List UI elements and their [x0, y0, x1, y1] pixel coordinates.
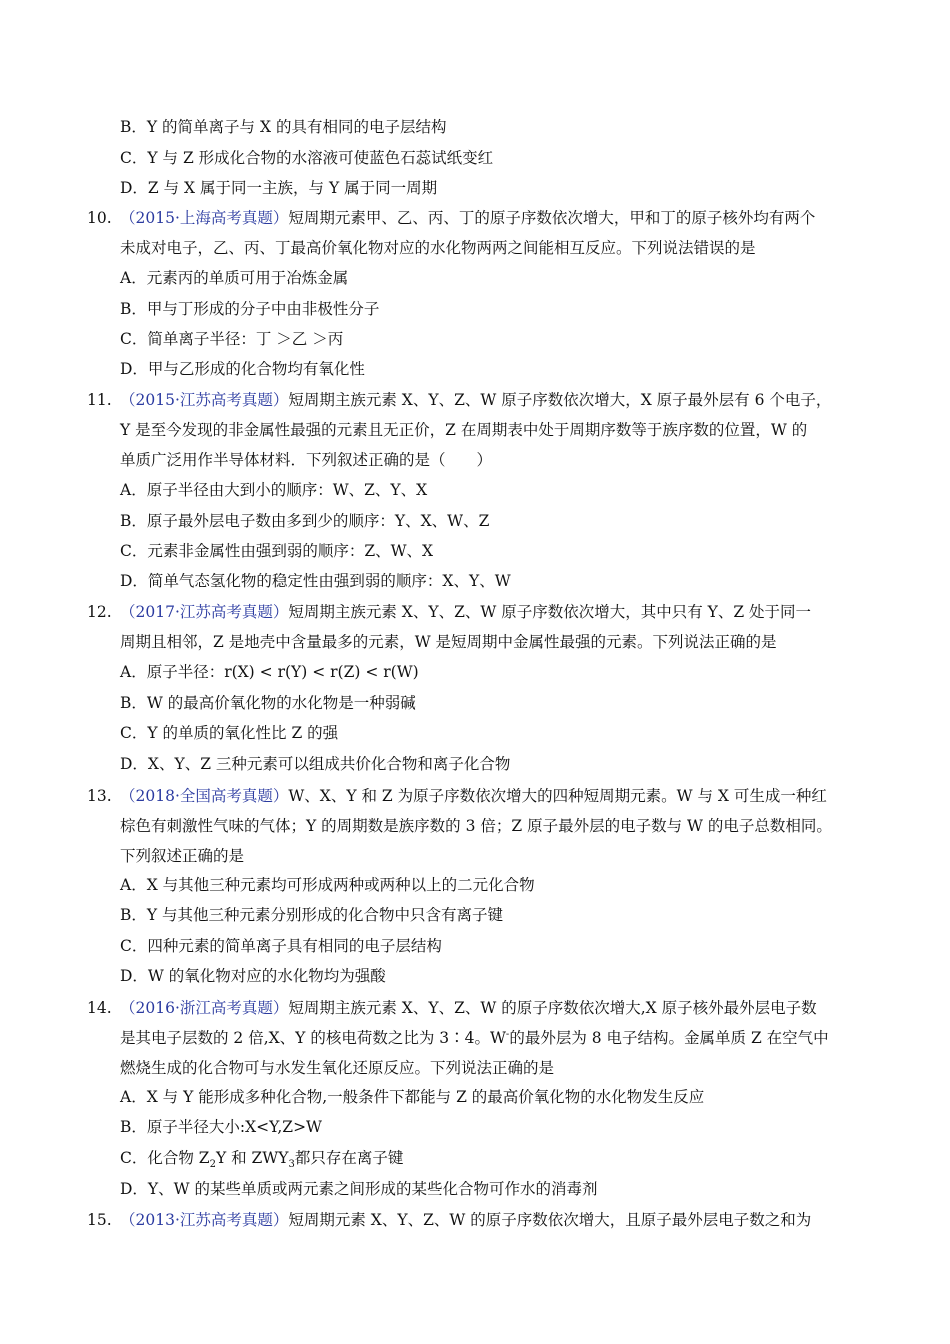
- q14-stem-line3: 燃烧生成的化合物可与水发生氧化还原反应。下列说法正确的是: [120, 1059, 555, 1077]
- q14-line2-part1: 是其电子层数的 2 倍,X、Y 的核电荷数之比为 3∶4。W: [120, 1029, 506, 1047]
- q14-option-d: D．Y、W 的某些单质或两元素之间形成的某些化合物可作水的消毒剂: [120, 1180, 598, 1198]
- q11-number: 11.: [87, 391, 112, 409]
- q12-stem-line1: [120, 602, 811, 622]
- q9-option-d: D．Z 与 X 属于同一主族，与 Y 属于同一周期: [120, 179, 438, 197]
- q10-option-b: B．甲与丁形成的分子中由非极性分子: [120, 300, 380, 318]
- q11-stem-line1: [120, 390, 831, 410]
- q14-charge-sup: -: [505, 1028, 510, 1040]
- q14-text: 短周期主族元素 X、Y、Z、W 的原子序数依次增大,X 原子核外最外层电子数: [288, 999, 817, 1017]
- q12-option-d: D．X、Y、Z 三种元素可以组成共价化合物和离子化合物: [120, 755, 511, 773]
- q15-source: （2013·江苏高考真题）: [120, 1211, 289, 1229]
- q11-option-b: B．原子最外层电子数由多到少的顺序：Y、X、W、Z: [120, 512, 490, 530]
- q14-opt-c-part1: C．化合物 Z: [120, 1149, 210, 1167]
- q14-number: 14.: [87, 999, 112, 1017]
- q13-text: W、X、Y 和 Z 为原子序数依次增大的四种短周期元素。W 与 X 可生成一种红: [288, 787, 827, 805]
- q14-option-c: [120, 1148, 404, 1171]
- q12-option-b: B．W 的最高价氧化物的水化物是一种弱碱: [120, 694, 416, 712]
- q10-option-c: C．简单离子半径：丁 ＞乙 ＞丙: [120, 330, 344, 348]
- q10-option-a: A．元素丙的单质可用于冶炼金属: [120, 269, 349, 287]
- q14-option-a: A．X 与 Y 能形成多种化合物,一般条件下都能与 Z 的最高价氧化物的水化物发生反应: [120, 1088, 705, 1106]
- q10-option-d: D．甲与乙形成的化合物均有氧化性: [120, 360, 365, 378]
- q12-stem-line2: 周期且相邻，Z 是地壳中含量最多的元素，W 是短周期中金属性最强的元素。下列说法正确的是: [120, 633, 777, 651]
- q13-option-d: D．W 的氧化物对应的水化物均为强酸: [120, 967, 386, 985]
- q14-line2-part2: 的最外层为 8 电子结构。金属单质 Z 在空气中: [509, 1029, 829, 1047]
- q13-stem-line3: 下列叙述正确的是: [120, 847, 245, 865]
- q10-stem-line2: 未成对电子，乙、丙、丁最高价氧化物对应的水化物两两之间能相互反应。下列说法错误的是: [120, 239, 756, 257]
- q11-text: 短周期主族元素 X、Y、Z、W 原子序数依次增大，X 原子最外层有 6 个电子，: [288, 391, 832, 409]
- q11-source: （2015·江苏高考真题）: [120, 391, 289, 409]
- q11-option-d: D．简单气态氢化物的稳定性由强到弱的顺序：X、Y、W: [120, 572, 511, 590]
- q10-text: 短周期元素甲、乙、丙、丁的原子序数依次增大，甲和丁的原子核外均有两个: [288, 209, 816, 227]
- q14-opt-c-sub1: 2: [209, 1159, 216, 1171]
- q13-stem-line1: [120, 786, 827, 806]
- q14-opt-c-sub2: 3: [288, 1159, 295, 1171]
- q12-number: 12.: [87, 603, 112, 621]
- q13-option-b: B．Y 与其他三种元素分别形成的化合物中只含有离子键: [120, 906, 504, 924]
- q11-option-c: C．元素非金属性由强到弱的顺序：Z、W、X: [120, 542, 434, 560]
- q12-option-a: A．原子半径：r(X) < r(Y) < r(Z) < r(W): [120, 663, 419, 681]
- q15-stem-line1: [120, 1210, 811, 1230]
- q11-stem-line2: Y 是至今发现的非金属性最强的元素且无正价，Z 在周期表中处于周期序数等于族序数的位置，W 的: [120, 421, 808, 439]
- q9-option-c: C．Y 与 Z 形成化合物的水溶液可使蓝色石蕊试纸变红: [120, 149, 494, 167]
- q15-text: 短周期元素 X、Y、Z、W 的原子序数依次增大，且原子最外层电子数之和为: [288, 1211, 812, 1229]
- q13-number: 13.: [87, 787, 112, 805]
- q13-option-c: C．四种元素的简单离子具有相同的电子层结构: [120, 937, 442, 955]
- q12-option-c: C．Y 的单质的氧化性比 Z 的强: [120, 724, 339, 742]
- q14-source: （2016·浙江高考真题）: [120, 999, 289, 1017]
- q11-option-a: A．原子半径由大到小的顺序：W、Z、Y、X: [120, 481, 428, 499]
- q14-stem-line1: [120, 998, 817, 1018]
- q14-opt-c-part2: Y 和 ZWY: [215, 1149, 289, 1167]
- q13-stem-line2: 棕色有刺激性气味的气体；Y 的周期数是族序数的 3 倍；Z 原子最外层的电子数与 W 的电子总数相同。: [120, 817, 832, 835]
- q14-option-b: B．原子半径大小:X<Y,Z>W: [120, 1118, 322, 1136]
- q14-stem-line2: [120, 1028, 829, 1048]
- q9-option-b: B．Y 的简单离子与 X 的具有相同的电子层结构: [120, 118, 447, 136]
- q10-number: 10.: [87, 209, 112, 227]
- q15-number: 15.: [87, 1211, 112, 1229]
- q11-stem-line3: 单质广泛用作半导体材料．下列叙述正确的是（ ）: [120, 451, 493, 469]
- q13-option-a: A．X 与其他三种元素均可形成两种或两种以上的二元化合物: [120, 876, 535, 894]
- q10-source: （2015·上海高考真题）: [120, 209, 289, 227]
- q10-stem-line1: [120, 208, 815, 228]
- q12-source: （2017·江苏高考真题）: [120, 603, 289, 621]
- q13-source: （2018·全国高考真题）: [120, 787, 289, 805]
- q14-opt-c-part3: 都只存在离子键: [294, 1149, 404, 1167]
- q12-text: 短周期主族元素 X、Y、Z、W 原子序数依次增大，其中只有 Y、Z 处于同一: [288, 603, 812, 621]
